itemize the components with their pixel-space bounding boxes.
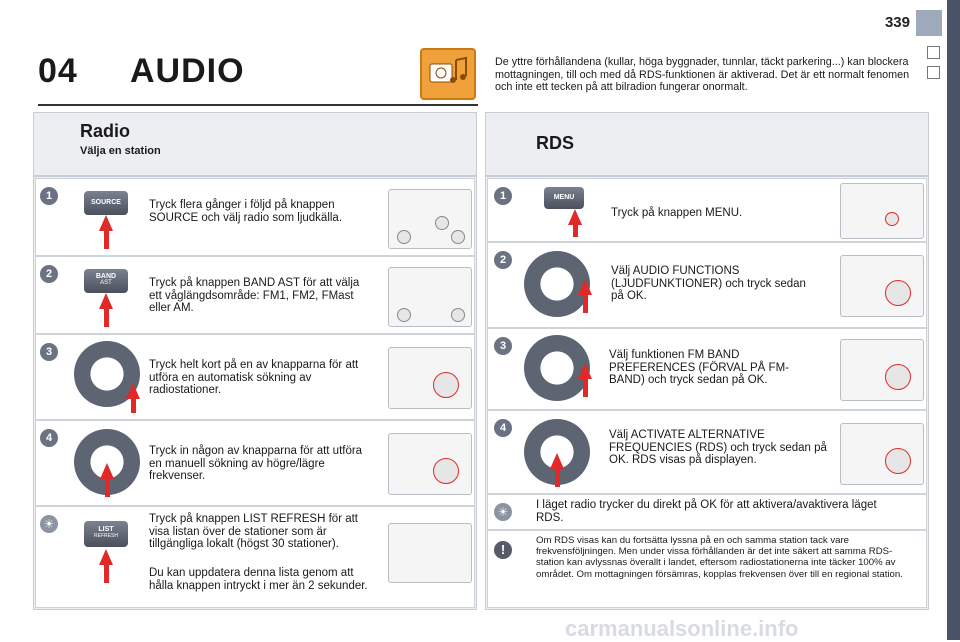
page-sidebar-strip (947, 0, 960, 640)
intro-paragraph: De yttre förhållandena (kullar, höga byggnader, tunnlar, täckt parkering...) kan blockera mottagningen, till och med då RDS-funktionen är aktiverad. Det är ett normalt fenomen och inte ett tecken på att bilradion fungerar onormalt. (495, 56, 910, 93)
press-arrow-icon (550, 453, 564, 469)
audio-chapter-icon (420, 48, 476, 100)
step-number-badge: 2 (40, 265, 58, 283)
warning-icon: ! (494, 541, 512, 559)
rds-warning-text: Om RDS visas kan du fortsätta lyssna på en och samma station tack vare frekvensföljningen. Men under vissa förhållanden är det inte säkert att samma RDS-station kan avlyssnas överallt i landet, eftersom radiostationerna inte täcker 100% av området. Om mottagningen försämras, kopplas frekvensen över till en regional station. (536, 535, 903, 580)
car-radio-illustration (388, 347, 472, 409)
car-radio-illustration (840, 183, 924, 239)
press-arrow-stem (583, 295, 588, 313)
step-number-badge: 3 (494, 337, 512, 355)
checkbox-square-icon (927, 66, 940, 79)
car-radio-illustration (840, 255, 924, 317)
list-button-label: LIST (98, 526, 114, 533)
header-divider (38, 104, 478, 106)
page-corner-tab (916, 10, 942, 36)
step-text: Välj AUDIO FUNCTIONS (LJUDFUNKTIONER) och tryck sedan på OK. (611, 265, 806, 302)
car-radio-illustration (388, 267, 472, 327)
press-arrow-icon (126, 383, 140, 399)
checkbox-square-icon (927, 46, 940, 59)
footer-watermark: carmanualsonline.info (565, 616, 799, 641)
step-text: Tryck in någon av knapparna för att utföra en manuell sökning av högre/lägre frekvenser. (149, 445, 363, 482)
chapter-title: AUDIO (130, 52, 245, 90)
radio-tip-block (35, 506, 475, 608)
car-radio-illustration (388, 433, 472, 495)
press-arrow-stem (555, 469, 560, 487)
press-arrow-stem (573, 225, 578, 237)
press-arrow-stem (104, 309, 109, 327)
step-number-badge: 4 (40, 429, 58, 447)
rds-step-3 (487, 328, 927, 410)
radio-step-3 (35, 334, 475, 420)
ast-button-sublabel: AST (100, 280, 112, 286)
band-ast-button-icon (84, 269, 128, 293)
press-arrow-icon (578, 363, 592, 379)
press-arrow-stem (104, 231, 109, 249)
press-arrow-icon (578, 279, 592, 295)
step-number-badge: 4 (494, 419, 512, 437)
step-text: Välj funktionen FM BAND PREFERENCES (FÖRVAL PÅ FM-BAND) och tryck sedan på OK. (609, 349, 789, 386)
tip-text-1: Tryck på knappen LIST REFRESH för att visa listan över de stationer som är tillgängliga lokalt (högst 30 stationer). (149, 513, 358, 550)
press-arrow-stem (583, 379, 588, 397)
rds-header-panel (485, 112, 929, 176)
rds-step-2 (487, 242, 927, 328)
radio-step-1 (35, 178, 475, 256)
source-button-icon: SOURCE (84, 191, 128, 215)
radio-subtitle: Välja en station (80, 145, 161, 157)
lightbulb-icon: ☀ (40, 515, 58, 533)
step-text: Tryck på knappen BAND AST för att välja ett våglängdsområde: FM1, FM2, FMast eller AM. (149, 277, 360, 314)
step-text: Välj ACTIVATE ALTERNATIVE FREQUENCIES (RDS) och tryck sedan på OK. RDS visas på displayen. (609, 429, 827, 466)
car-radio-illustration (840, 339, 924, 401)
press-arrow-icon (99, 293, 113, 309)
step-number-badge: 1 (494, 187, 512, 205)
car-radio-illustration (388, 189, 472, 249)
radio-step-2 (35, 256, 475, 334)
press-arrow-stem (131, 399, 136, 413)
press-arrow-stem (105, 479, 110, 497)
car-radio-illustration (388, 523, 472, 583)
step-number-badge: 3 (40, 343, 58, 361)
car-radio-illustration (840, 423, 924, 485)
step-text: Tryck flera gånger i följd på knappen SOURCE och välj radio som ljudkälla. (149, 199, 343, 224)
lightbulb-icon: ☀ (494, 503, 512, 521)
step-text: Tryck helt kort på en av knapparna för att utföra en automatisk sökning av radiostationer. (149, 359, 359, 396)
radio-header-panel (33, 112, 477, 176)
tip-text-2: Du kan uppdatera denna lista genom att hålla knappen intryckt i mer än 2 sekunder. (149, 567, 368, 592)
press-arrow-stem (104, 565, 109, 583)
step-number-badge: 1 (40, 187, 58, 205)
page-number: 339 (884, 14, 910, 31)
press-arrow-icon (100, 463, 114, 479)
rds-tip-block (487, 494, 927, 530)
step-number-badge: 2 (494, 251, 512, 269)
radio-title: Radio (80, 121, 131, 141)
list-refresh-button-icon (84, 521, 128, 547)
band-button-label: BAND (95, 273, 117, 280)
press-arrow-icon (99, 549, 113, 565)
rds-title: RDS (536, 133, 575, 153)
menu-button-icon: MENU (544, 187, 584, 209)
press-arrow-icon (99, 215, 113, 231)
radio-step-4 (35, 420, 475, 506)
rds-warning-block (487, 530, 927, 608)
chapter-number: 04 (38, 52, 78, 90)
refresh-button-sublabel: REFRESH (94, 533, 118, 539)
rds-step-1 (487, 178, 927, 242)
press-arrow-icon (568, 209, 582, 225)
rds-tip-text: I läget radio trycker du direkt på OK för att aktivera/avaktivera läget RDS. (536, 499, 877, 524)
rds-step-4 (487, 410, 927, 494)
step-text: Tryck på knappen MENU. (611, 207, 743, 219)
